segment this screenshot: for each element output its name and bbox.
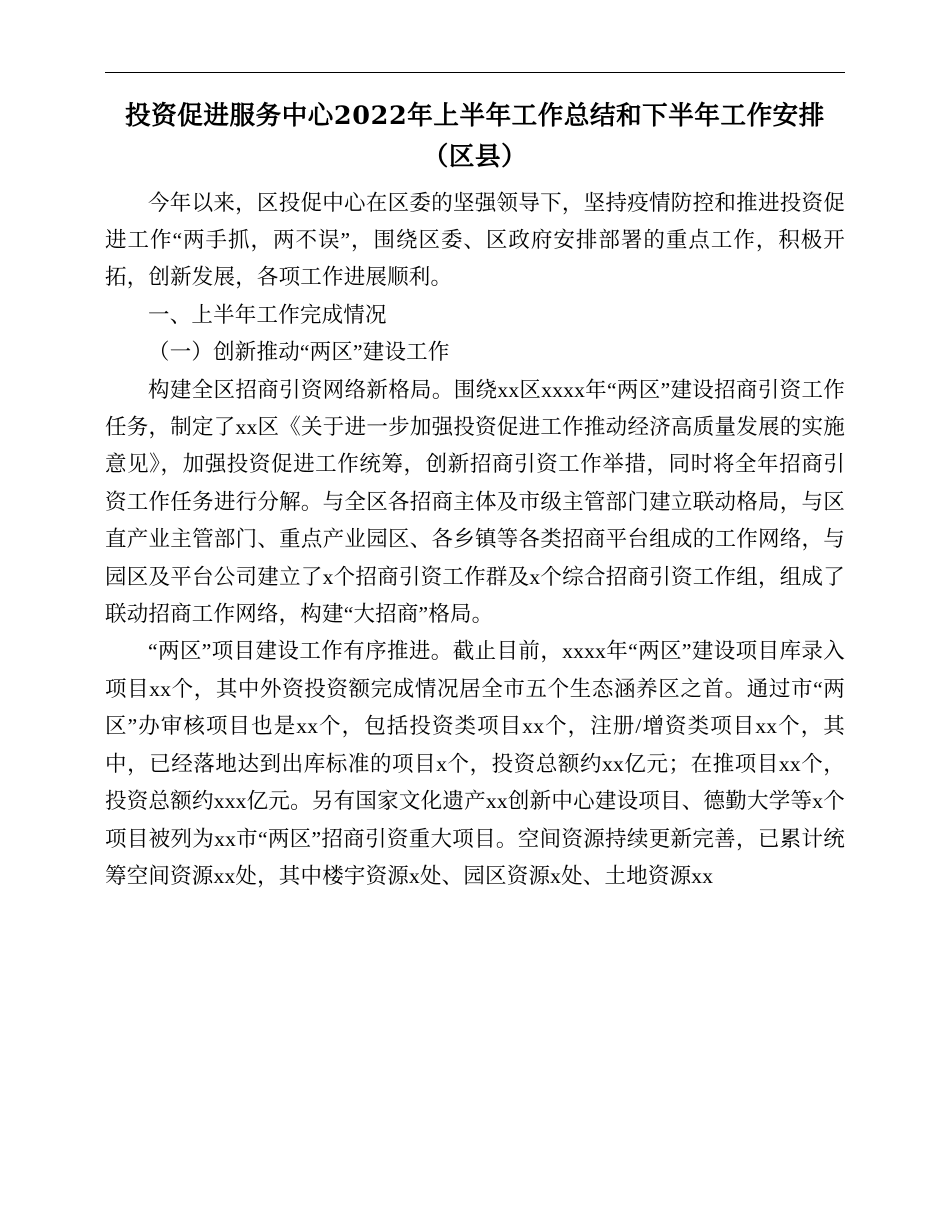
heading-subsection-one: （一）创新推动“两区”建设工作 — [148, 340, 450, 365]
header-divider — [105, 72, 845, 73]
page-title — [105, 96, 845, 179]
page-title-line1: 投资促进服务中心2022年上半年工作总结和下半年工作安排 — [125, 101, 825, 131]
paragraph-project-progress: “两区”项目建设工作有序推进。截止目前，xxxx年“两区”建设项目库录入项目xx个，其中外资投资额完成情况居全市五个生态涵养区之首。通过市“两区”办审核项目也是xx个，包括投资类项目xx个，注册/增资类项目xx个，其中，已经落地达到出库标准的项目x个，投资总额约xx亿元；在推项目xx个，投资总额约xxx亿元。另有国家文化遗产xx创新中心建设项目、德勤大学等x个项目被列为xx市“两区”招商引资重大项目。空间资源持续更新完善，已累计统筹空间资源xx处，其中楼宇资源x处、园区资源x处、土地资源xx — [105, 639, 845, 888]
paragraph-intro: 今年以来，区投促中心在区委的坚强领导下，坚持疫情防控和推进投资促进工作“两手抓，两不误”，围绕区委、区政府安排部署的重点工作，积极开拓，创新发展，各项工作进展顺利。 — [105, 190, 845, 290]
document-body — [105, 0, 845, 895]
paragraph-network-layout: 构建全区招商引资网络新格局。围绕xx区xxxx年“两区”建设招商引资工作任务，制定了xx区《关于进一步加强投资促进工作推动经济高质量发展的实施意见》，加强投资促进工作统筹，创新招商引资工作举措，同时将全年招商引资工作任务进行分解。与全区各招商主体及市级主管部门建立联动格局，与区直产业主管部门、重点产业园区、各乡镇等各类招商平台组成的工作网络，与园区及平台公司建立了x个招商引资工作群及x个综合招商引资工作组，组成了联动招商工作网络，构建“大招商”格局。 — [105, 377, 845, 627]
heading-section-one: 一、上半年工作完成情况 — [148, 302, 387, 327]
page-title-line2: （区县） — [422, 142, 528, 173]
